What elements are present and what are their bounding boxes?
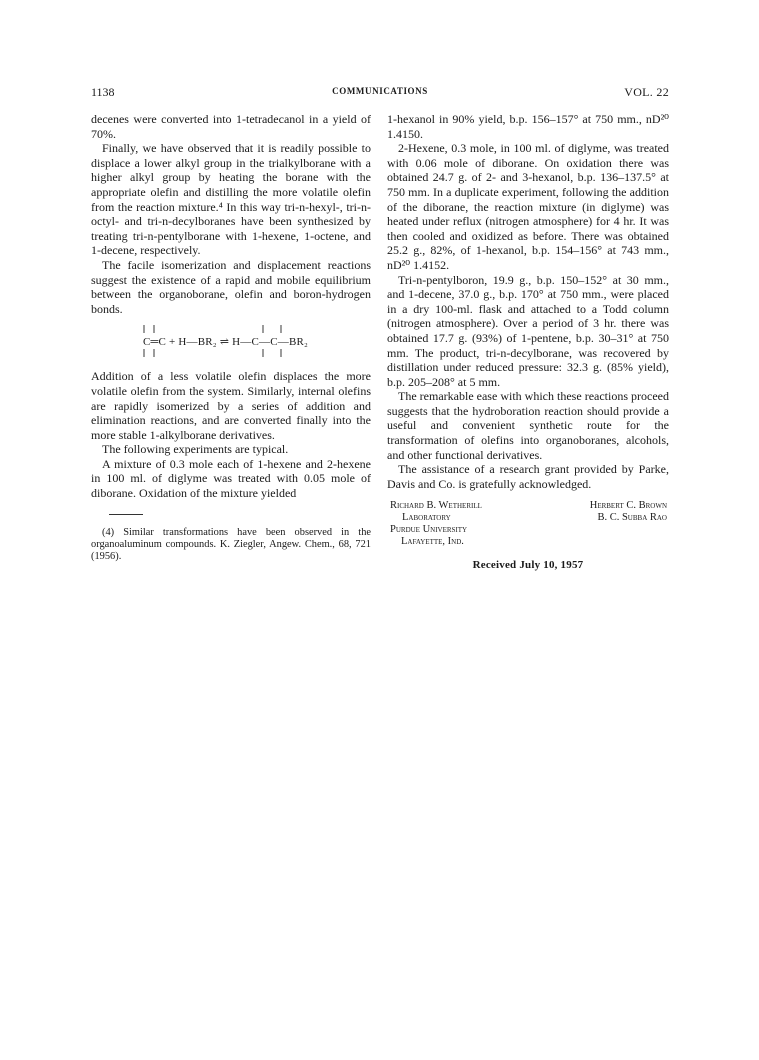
paragraph: The remarkable ease with which these reactions proceed suggests that the hydroboration reaction should provide a useful and convenient synthetic route for the transformation of olefins into organoboranes, alcohols, and other functional derivatives. bbox=[387, 389, 669, 462]
author-name: Herbert C. Brown bbox=[589, 500, 667, 512]
paragraph: The facile isomerization and displacement reactions suggest the existence of a rapid and mobile equilibrium between the organoborane, olefin and boron-hydrogen bonds. bbox=[91, 257, 371, 316]
institution-line: Lafayette, Ind. bbox=[401, 536, 464, 548]
author-list bbox=[590, 500, 667, 524]
paragraph: decenes were converted into 1-tetradecanol in a yield of 70%. bbox=[91, 112, 371, 141]
running-title: COMMUNICATIONS bbox=[332, 86, 428, 96]
paragraph: A mixture of 0.3 mole each of 1-hexene and 2-hexene in 100 ml. of diglyme was treated with 0.05 mole of diborane. Oxidation of the mixture yielded bbox=[91, 456, 371, 501]
right-column bbox=[387, 112, 669, 573]
paragraph: The assistance of a research grant provided by Parke, Davis and Co. is gratefully acknowledged. bbox=[387, 462, 669, 491]
institution-line: Richard B. Wetherill bbox=[390, 500, 482, 512]
page-number: 1138 bbox=[91, 85, 115, 99]
paragraph: Addition of a less volatile olefin displaces the more volatile olefin from the system. Similarly, internal olefins are rapidly isomerized by a series of addition and elimination reactions, and are converted finally into the more stable 1-alkylborane derivatives. bbox=[91, 369, 371, 442]
paragraph: 2-Hexene, 0.3 mole, in 100 ml. of diglyme, was treated with 0.06 mole of diborane. On oxidation there was obtained 24.7 g. of 2- and 3-hexanol, b.p. 136–137.5° at 750 mm. In a duplicate experiment, following the addition of the diborane, the reaction mixture (in diglyme) was heated under reflux (nitrogen atmosphere) for 4 hr. It was then cooled and oxidized as before. There was obtained 25.2 g., 82%, of 1-hexanol, b.p. 154–156° at 743 mm., nD²⁰ 1.4152. bbox=[387, 141, 669, 272]
equilibrium-equation bbox=[91, 323, 371, 363]
footnote: (4) Similar transformations have been observed in the organoaluminum compounds. K. Ziegler, Angew. Chem., 68, 721 (1956). bbox=[91, 526, 371, 563]
footnote-divider bbox=[109, 514, 143, 515]
equation-text: C═C + H—BR₂ ⇌ H—C—C—BR₂ bbox=[143, 336, 309, 349]
institution-line: Purdue University bbox=[390, 524, 468, 536]
signature-block bbox=[387, 500, 669, 564]
left-column bbox=[91, 112, 371, 564]
paragraph: The following experiments are typical. bbox=[102, 442, 289, 457]
paragraph: 1-hexanol in 90% yield, b.p. 156–157° at 750 mm., nD²⁰ 1.4150. bbox=[387, 112, 669, 141]
paragraph: Finally, we have observed that it is readily possible to displace a lower alkyl group in the trialkylborane with a higher alkyl group by heating the borane with the appropriate olefin and distilling the more volatile olefin from the reaction mixture.⁴ In this way tri-n-hexyl-, tri-n-octyl- and tri-n-decylboranes have been synthesized by treating tri-n-pentylborane with 1-hexene, 1-octene, and 1-decene, respectively. bbox=[91, 141, 371, 258]
institution-line: Laboratory bbox=[402, 512, 451, 524]
volume-label: VOL. 22 bbox=[624, 85, 669, 99]
institution-address bbox=[390, 500, 540, 548]
author-name: B. C. Subba Rao bbox=[597, 512, 667, 524]
received-date: Received July 10, 1957 bbox=[472, 559, 584, 572]
paragraph: Tri-n-pentylboron, 19.9 g., b.p. 150–152° at 30 mm., and 1-decene, 37.0 g., b.p. 170° at 750 mm., were placed in a dry 100-ml. flask and attached to a Todd column (nitrogen atmosphere). Over a period of 3 hr. there was obtained 17.7 g. (93%) of 1-pentene, b.p. 30–31° at 750 mm. The product, tri-n-decylborane, was recovered by distillation under reduced pressure: 32.3 g. (85% yield), b.p. 205–208° at 5 mm. bbox=[387, 272, 669, 389]
page-header bbox=[91, 85, 669, 101]
